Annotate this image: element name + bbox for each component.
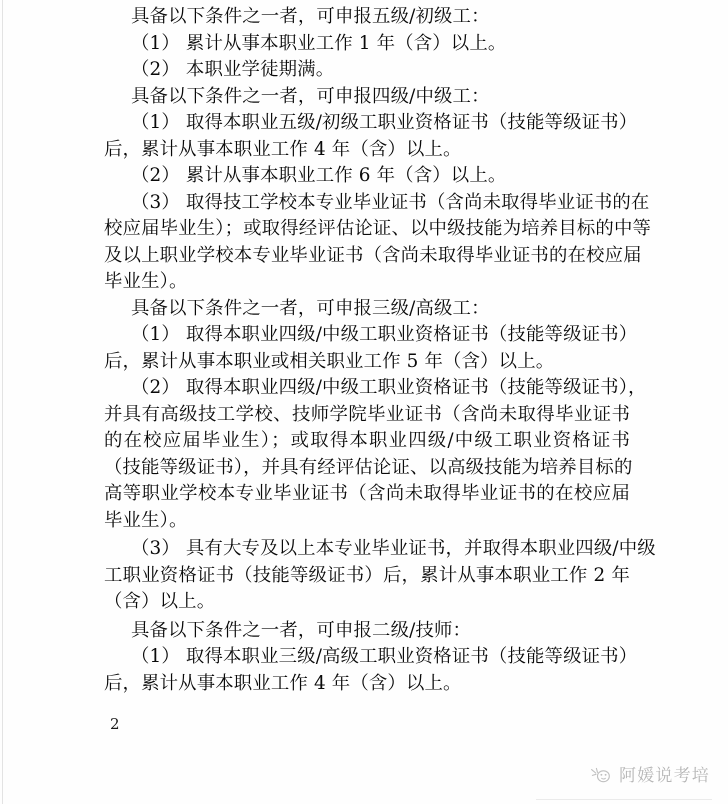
text-line: 后，累计从事本职业工作 4 年（含）以上。 [104, 138, 462, 160]
text-line: （1） 取得本职业四级/中级工职业资格证书（技能等级证书） [131, 324, 638, 345]
text-line: （1） 取得本职业三级/高级工职业资格证书（技能等级证书） [131, 646, 638, 667]
text-line: （含）以上。 [104, 591, 216, 612]
text-line: 具备以下条件之一者，可申报五级/初级工： [131, 6, 490, 27]
text-line: 具备以下条件之一者，可申报三级/高级工： [131, 297, 490, 319]
text-line: （1） 取得本职业五级/初级工职业资格证书（技能等级证书） [131, 112, 638, 133]
text-line: 工职业资格证书（技能等级证书）后，累计从事本职业工作 2 年 [104, 564, 630, 586]
text-line: 校应届毕业生）；或取得经评估论证、以中级技能为培养目标的中等 [104, 218, 652, 239]
footer-rule [536, 799, 712, 800]
text-line: 毕业生）。 [104, 509, 188, 531]
text-line: 高等职业学校本专业毕业证书（含尚未取得毕业证书的在校应届 [104, 483, 630, 504]
text-line: 后，累计从事本职业工作 4 年（含）以上。 [104, 672, 462, 694]
page-number: 2 [110, 715, 120, 733]
text-line: （2） 累计从事本职业工作 6 年（含）以上。 [131, 165, 507, 186]
text-line: 具备以下条件之一者，可申报二级/技师： [131, 619, 472, 641]
watermark [590, 766, 710, 786]
text-line: （2） 本职业学徒期满。 [131, 59, 335, 80]
text-line: 及以上职业学校本专业毕业证书（含尚未取得毕业证书的在校应届 [104, 244, 642, 266]
watermark-label: 阿媛说考培 [619, 766, 710, 786]
text-line: （技能等级证书），并具有经评估论证、以高级技能为培养目标的 [104, 456, 633, 478]
text-line: 毕业生）。 [104, 271, 188, 292]
text-line: 具备以下条件之一者，可申报四级/中级工： [131, 85, 490, 107]
document-text-body [104, 4, 656, 697]
page-edge-left [2, 0, 3, 804]
text-line: （3） 取得技工学校本专业毕业证书（含尚未取得毕业证书的在 [131, 191, 650, 213]
text-line: 后，累计从事本职业或相关职业工作 5 年（含）以上。 [104, 350, 555, 372]
mascot-face-icon [590, 767, 612, 785]
text-line: 并具有高级技工学校、技师学院毕业证书（含尚未取得毕业证书 [104, 403, 630, 425]
text-line: （1） 累计从事本职业工作 1 年（含）以上。 [131, 32, 507, 54]
text-line: （2） 取得本职业四级/中级工职业资格证书（技能等级证书）， [131, 377, 647, 398]
text-line: （3） 具有大专及以上本专业毕业证书，并取得本职业四级/中级 [131, 538, 656, 559]
text-line: 的在校应届毕业生）；或取得本职业四级/中级工职业资格证书 [104, 430, 630, 451]
